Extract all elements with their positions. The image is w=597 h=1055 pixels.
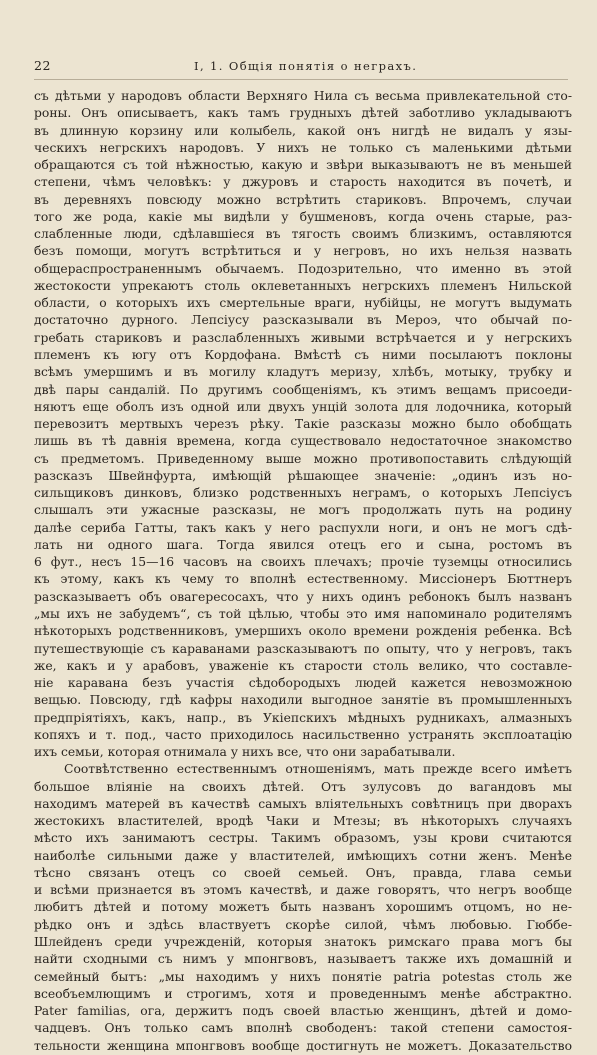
text-line: найти сходными съ нимъ у мпонгвовъ, называетъ также ихъ домашній и xyxy=(34,952,572,967)
text-line: копяхъ и т. под., часто приходилось насильственно устранять эксплоатацію xyxy=(34,727,572,742)
text-line: обращаются съ той нѣжностью, какую и звѣри выказываютъ не въ меньшей xyxy=(34,158,572,173)
running-header xyxy=(0,56,597,76)
text-line: наиболѣе сильными даже у властителей, имѣющихъ сотни женъ. Менѣе xyxy=(34,848,572,863)
text-line: гребать стариковъ и разслабленныхъ живыми встрѣчается и у негрскихъ xyxy=(34,330,572,345)
text-line: общераспространеннымъ обычаемъ. Подозрительно, что именно въ этой xyxy=(34,261,572,276)
text-line: перевозитъ мертвыхъ черезъ рѣку. Такіе разсказы можно было обобщать xyxy=(34,417,572,432)
text-line: же, какъ и у арабовъ, уваженіе къ старости столь велико, что составле- xyxy=(34,658,572,673)
text-line: въ деревняхъ повсюду можно встрѣтить стариковъ. Впрочемъ, случаи xyxy=(34,192,572,207)
text-line: области, о которыхъ ихъ смертельные враги, нубійцы, не могутъ выдумать xyxy=(34,296,572,311)
text-line: рѣдко онъ и здѣсь властвуетъ скорѣе силой, чѣмъ любовью. Гюббе- xyxy=(34,917,572,932)
text-line: путешествующіе съ караванами разсказываютъ по опыту, что у негровъ, такъ xyxy=(34,641,572,656)
text-line: Pater familias, ога, держитъ подъ своей властью женщинъ, дѣтей и домо- xyxy=(34,1004,572,1019)
text-line: съ дѣтьми у народовъ области Верхняго Нила съ весьма привлекательной сто- xyxy=(34,89,572,103)
text-line: Соотвѣтственно естественнымъ отношеніямъ, мать прежде всего имѣетъ xyxy=(64,762,572,777)
text-line: мѣсто ихъ занимаютъ сестры. Такимъ образомъ, узы крови считаются xyxy=(34,831,572,846)
text-line: Шлейденъ среди учрежденій, которыя знатокъ римскаго права могъ бы xyxy=(34,935,572,950)
text-line: слышалъ эти ужасные разсказы, не могъ продолжать путь на родину xyxy=(34,503,572,518)
text-line: всѣмъ умершимъ и въ могилу кладутъ меризу, хлѣбъ, мотыку, трубку и xyxy=(34,365,572,380)
text-line: няютъ еще оболъ изъ одной или двухъ унцій золота для лодочника, который xyxy=(34,399,572,414)
text-line: въ длинную корзину или колыбель, какой онъ нигдѣ не видалъ у язы- xyxy=(34,123,572,138)
text-line: лишь въ тѣ давнія времена, когда существовало недостаточное знакомство xyxy=(34,434,572,449)
text-line: разсказываетъ объ овагересосахъ, что у нихъ одинъ ребонокъ былъ названъ xyxy=(34,589,572,604)
text-line: племенъ къ югу отъ Кордофана. Вмѣстѣ съ ними посылаютъ поклоны xyxy=(34,347,572,362)
text-line: ческихъ негрскихъ народовъ. У нихъ не только съ маленькими дѣтьми xyxy=(34,140,572,155)
header-rule xyxy=(34,79,568,80)
text-line: предпріятіяхъ, какъ, напр., въ Укіепскихъ мѣдныхъ рудникахъ, алмазныхъ xyxy=(34,710,572,725)
text-line: степени, чѣмъ человѣкъ: у джуровъ и старость находится въ почетѣ, и xyxy=(34,175,572,190)
text-line: 6 фут., несъ 15—16 часовъ на своихъ плечахъ; прочіе туземцы относились xyxy=(34,555,572,570)
text-line: достаточно дурного. Лепсіусу разсказывали въ Мероэ, что обычай по- xyxy=(34,313,572,328)
text-line: сильщиковъ динковъ, близко родственныхъ неграмъ, о которыхъ Лепсіусъ xyxy=(34,486,572,501)
text-line: къ этому, какъ къ чему то вполнѣ естественному. Миссіонеръ Бюттнеръ xyxy=(34,572,572,587)
page-number: 22 xyxy=(34,58,51,73)
text-line: большое вліяніе на своихъ дѣтей. Отъ зулусовъ до вагандовъ мы xyxy=(34,779,572,794)
running-title: І, 1. Общія понятія о неграхъ. xyxy=(194,59,418,73)
text-line: ніе каравана безъ участія сѣдобородыхъ людей кажется невозможною xyxy=(34,676,572,691)
text-line: и всѣми признается въ этомъ качествѣ, и даже говорятъ, что негръ вообще xyxy=(34,883,572,898)
text-line: семейный бытъ: „мы находимъ у нихъ понятіе patria potestas столь же xyxy=(34,969,572,984)
text-line: чадцевъ. Онъ только самъ вполнѣ свободенъ: такой степени самостоя- xyxy=(34,1021,572,1036)
text-line: двѣ пары сандалій. По другимъ сообщеніямъ, къ этимъ вещамъ присоеди- xyxy=(34,382,572,397)
text-line: находимъ матерей въ качествѣ самыхъ вліятельныхъ совѣтницъ при дворахъ xyxy=(34,796,572,811)
text-line: „мы ихъ не забудемъ“, съ той цѣлью, чтобы это имя напоминало родителямъ xyxy=(34,606,572,621)
text-line: безъ помощи, могутъ встрѣтиться и у негровъ, но ихъ нельзя назвать xyxy=(34,244,572,259)
text-line: тѣсно связанъ отецъ со своей семьей. Онъ, правда, глава семьи xyxy=(34,865,572,880)
text-line: любитъ дѣтей и потому можетъ быть названъ хорошимъ отцомъ, но не- xyxy=(34,900,572,915)
body-text xyxy=(34,88,572,1055)
text-line: жестокихъ властителей, вродѣ Чаки и Мтезы; въ нѣкоторыхъ случаяхъ xyxy=(34,814,572,829)
text-line: того же рода, какіе мы видѣли у бушменовъ, когда очень старые, раз- xyxy=(34,209,572,224)
text-line: съ предметомъ. Приведенному выше можно противопоставить слѣдующій xyxy=(34,451,572,466)
text-line: ихъ семьи, которая отнимала у нихъ все, что они зарабатывали. xyxy=(34,745,456,760)
text-line: вещью. Повсюду, гдѣ кафры находили выгодное занятіе въ промышленныхъ xyxy=(34,693,572,708)
text-line: разсказъ Швейнфурта, имѣющій рѣшающее значеніе: „одинъ изъ но- xyxy=(34,468,572,483)
text-line: тельности женщина мпонгвовъ вообще достигнуть не можетъ. Доказательство xyxy=(34,1038,572,1053)
text-line: лать ни одного шага. Тогда явился отецъ его и сына, ростомъ въ xyxy=(34,537,572,552)
text-line: далѣе сериба Гатты, такъ какъ у него распухли ноги, и онъ не могъ сдѣ- xyxy=(34,520,572,535)
text-line: слабленные люди, сдѣлавшіеся въ тягость своимъ близкимъ, оставляются xyxy=(34,227,572,242)
text-line: роны. Онъ описываетъ, какъ тамъ грудныхъ дѣтей заботливо укладываютъ xyxy=(34,106,572,121)
text-line: нѣкоторыхъ родственниковъ, умершихъ около времени рожденія ребенка. Всѣ xyxy=(34,624,572,639)
text-line: жестокости упрекаютъ столь оклеветанныхъ негрскихъ племенъ Нильской xyxy=(34,278,572,293)
text-line: всеобъемлющимъ и строгимъ, хотя и проведеннымъ менѣе абстрактно. xyxy=(34,986,572,1001)
